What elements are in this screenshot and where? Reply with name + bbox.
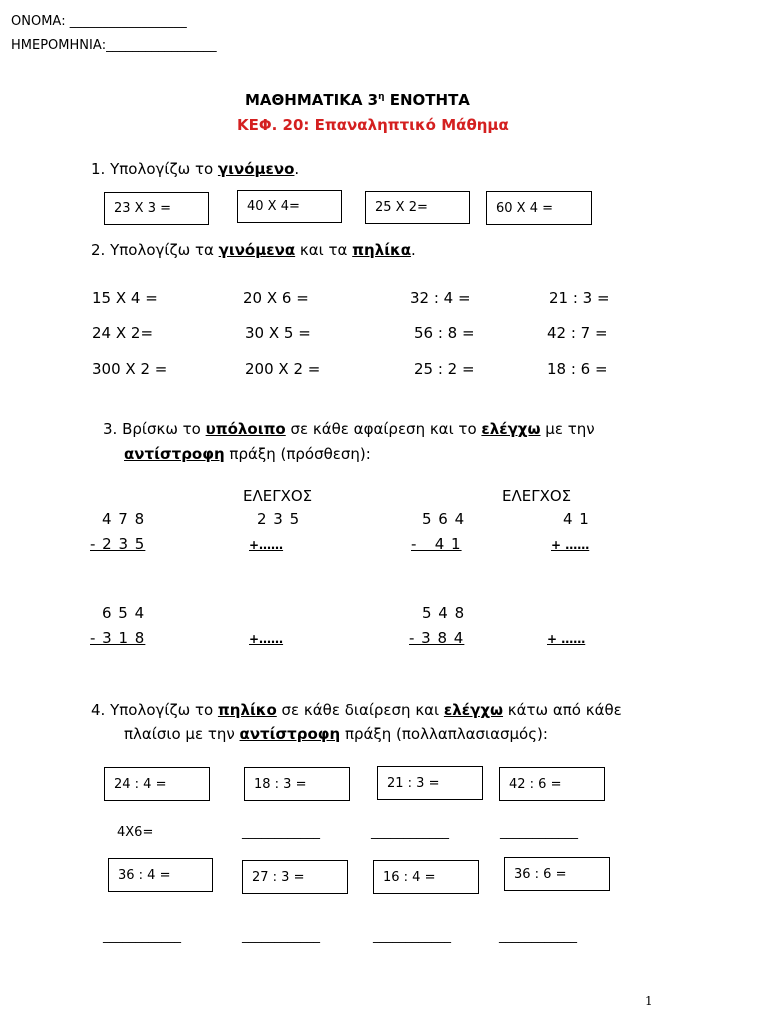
subtraction-subtrahend: - 3 8 4 [409, 629, 465, 647]
page-number: 1 [645, 994, 653, 1008]
division-box: 27 : 3 = [242, 860, 348, 894]
q2-problem: 32 : 4 = [410, 289, 471, 307]
check-heading: ΕΛΕΓΧΟΣ [243, 487, 313, 505]
division-box: 16 : 4 = [373, 860, 479, 894]
q2-problem: 15 X 4 = [92, 289, 158, 307]
check-blank: + …… [547, 632, 586, 646]
question-4-text-line-2: πλαίσιο με την αντίστροφη πράξη (πολλαπλασιασμός): [124, 725, 548, 743]
question-4-text: 4. Υπολογίζω το πηλίκο σε κάθε διαίρεση και ελέγχω κάτω από κάθε [91, 701, 622, 719]
page-title: ΜΑΘΗΜΑΤΙΚΑ $3^\eta$ ΕΝΟΤΗΤΑ [245, 91, 470, 109]
division-box: 21 : 3 = [377, 766, 483, 800]
check-addend: 4 1 [563, 510, 590, 528]
subtraction-subtrahend: - 3 1 8 [90, 629, 146, 647]
question-1-text: 1. Υπολογίζω το γινόμενο. [91, 160, 300, 178]
subtraction-minuend: 4 7 8 [102, 510, 146, 528]
check-addend: 2 3 5 [257, 510, 301, 528]
q1-problem-box: 23 X 3 = [104, 192, 209, 225]
q2-problem: 24 X 2= [92, 324, 154, 342]
date-field-label: ΗΜΕΡΟΜΗΝΙΑ:_________________ [11, 38, 217, 53]
check-example: 4X6= [117, 825, 154, 840]
answer-blank: ____________ [242, 825, 320, 840]
q2-problem: 18 : 6 = [547, 360, 608, 378]
subtraction-minuend: 5 6 4 [422, 510, 466, 528]
q1-problem-box: 40 X 4= [237, 190, 342, 223]
subtraction-minuend: 5 4 8 [422, 604, 466, 622]
q2-problem: 56 : 8 = [414, 324, 475, 342]
q1-problem-box: 60 X 4 = [486, 191, 592, 225]
subtraction-subtrahend: - 2 3 5 [90, 535, 146, 553]
name-field-label: ΟΝΟΜΑ: __________________ [11, 14, 187, 29]
answer-blank: ____________ [500, 825, 578, 840]
q2-problem: 20 X 6 = [243, 289, 309, 307]
subtraction-subtrahend: - 4 1 [411, 535, 462, 553]
check-blank: +…… [249, 538, 284, 552]
division-box: 36 : 6 = [504, 857, 610, 891]
q2-problem: 21 : 3 = [549, 289, 610, 307]
subtraction-minuend: 6 5 4 [102, 604, 146, 622]
answer-blank: ____________ [242, 929, 320, 944]
question-3-text: 3. Βρίσκω το υπόλοιπο σε κάθε αφαίρεση και το ελέγχω με την [103, 420, 595, 438]
q2-problem: 200 X 2 = [245, 360, 321, 378]
division-box: 42 : 6 = [499, 767, 605, 801]
check-blank: + …… [551, 538, 590, 552]
answer-blank: ____________ [103, 929, 181, 944]
q2-problem: 30 X 5 = [245, 324, 311, 342]
question-3-text-line-2: αντίστροφη πράξη (πρόσθεση): [124, 445, 371, 463]
q2-problem: 300 X 2 = [92, 360, 168, 378]
page-subtitle: ΚΕΦ. 20: Επαναληπτικό Μάθημα [237, 116, 509, 134]
q2-problem: 42 : 7 = [547, 324, 608, 342]
division-box: 18 : 3 = [244, 767, 350, 801]
answer-blank: ____________ [371, 825, 449, 840]
division-box: 36 : 4 = [108, 858, 213, 892]
check-blank: +…… [249, 632, 284, 646]
q1-problem-box: 25 X 2= [365, 191, 470, 224]
question-2-text: 2. Υπολογίζω τα γινόμενα και τα πηλίκα. [91, 241, 416, 259]
q2-problem: 25 : 2 = [414, 360, 475, 378]
check-heading: ΕΛΕΓΧΟΣ [502, 487, 572, 505]
answer-blank: ____________ [373, 929, 451, 944]
answer-blank: ____________ [499, 929, 577, 944]
division-box: 24 : 4 = [104, 767, 210, 801]
